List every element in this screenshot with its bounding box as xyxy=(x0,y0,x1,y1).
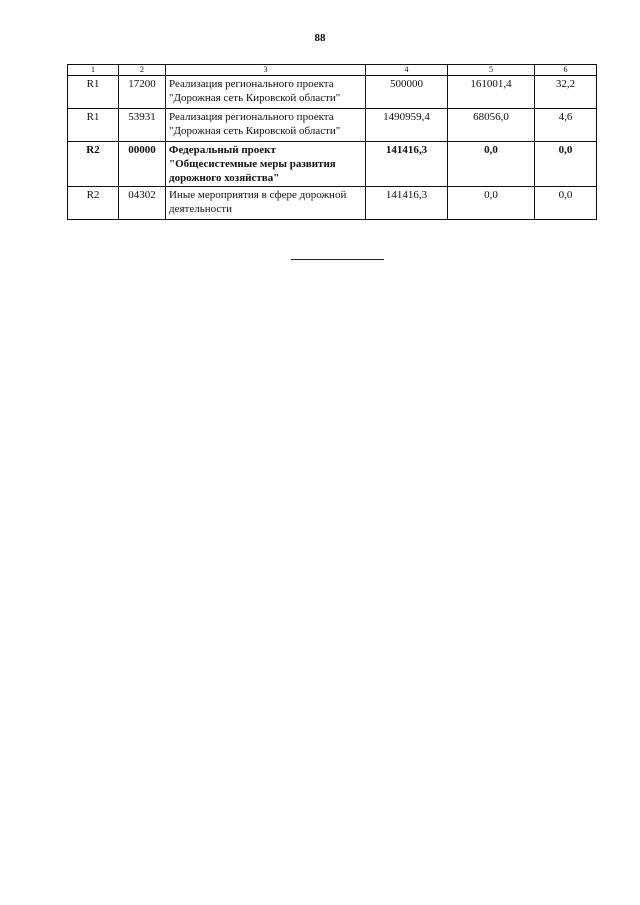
table-row xyxy=(68,187,597,220)
cell-direction: 00000 xyxy=(119,142,166,187)
cell-plan: 141416,3 xyxy=(366,142,448,187)
table-row xyxy=(68,142,597,187)
cell-actual: 161001,4 xyxy=(448,76,535,109)
cell-percent: 4,6 xyxy=(535,109,597,142)
budget-table xyxy=(67,64,597,220)
cell-plan: 141416,3 xyxy=(366,187,448,220)
column-header-6: 6 xyxy=(535,65,597,76)
cell-code: R1 xyxy=(68,109,119,142)
end-separator-line xyxy=(291,259,384,260)
cell-percent: 32,2 xyxy=(535,76,597,109)
column-header-1: 1 xyxy=(68,65,119,76)
cell-percent: 0,0 xyxy=(535,142,597,187)
cell-direction: 53931 xyxy=(119,109,166,142)
cell-plan: 500000 xyxy=(366,76,448,109)
page-number: 88 xyxy=(314,32,326,44)
column-header-5: 5 xyxy=(448,65,535,76)
cell-description: Иные мероприятия в сфере дорожной деятельности xyxy=(166,187,366,220)
column-header-4: 4 xyxy=(366,65,448,76)
table-row xyxy=(68,76,597,109)
column-header-2: 2 xyxy=(119,65,166,76)
column-header-3: 3 xyxy=(166,65,366,76)
cell-actual: 68056,0 xyxy=(448,109,535,142)
cell-actual: 0,0 xyxy=(448,187,535,220)
cell-description: Федеральный проект "Общесистемные меры развития дорожного хозяйства" xyxy=(166,142,366,187)
cell-code: R1 xyxy=(68,76,119,109)
cell-code: R2 xyxy=(68,142,119,187)
cell-code: R2 xyxy=(68,187,119,220)
cell-description: Реализация регионального проекта "Дорожная сеть Кировской области" xyxy=(166,109,366,142)
cell-direction: 17200 xyxy=(119,76,166,109)
cell-direction: 04302 xyxy=(119,187,166,220)
cell-actual: 0,0 xyxy=(448,142,535,187)
cell-plan: 1490959,4 xyxy=(366,109,448,142)
table-row xyxy=(68,109,597,142)
table-header-row xyxy=(68,65,597,76)
cell-percent: 0,0 xyxy=(535,187,597,220)
cell-description: Реализация регионального проекта "Дорожная сеть Кировской области" xyxy=(166,76,366,109)
